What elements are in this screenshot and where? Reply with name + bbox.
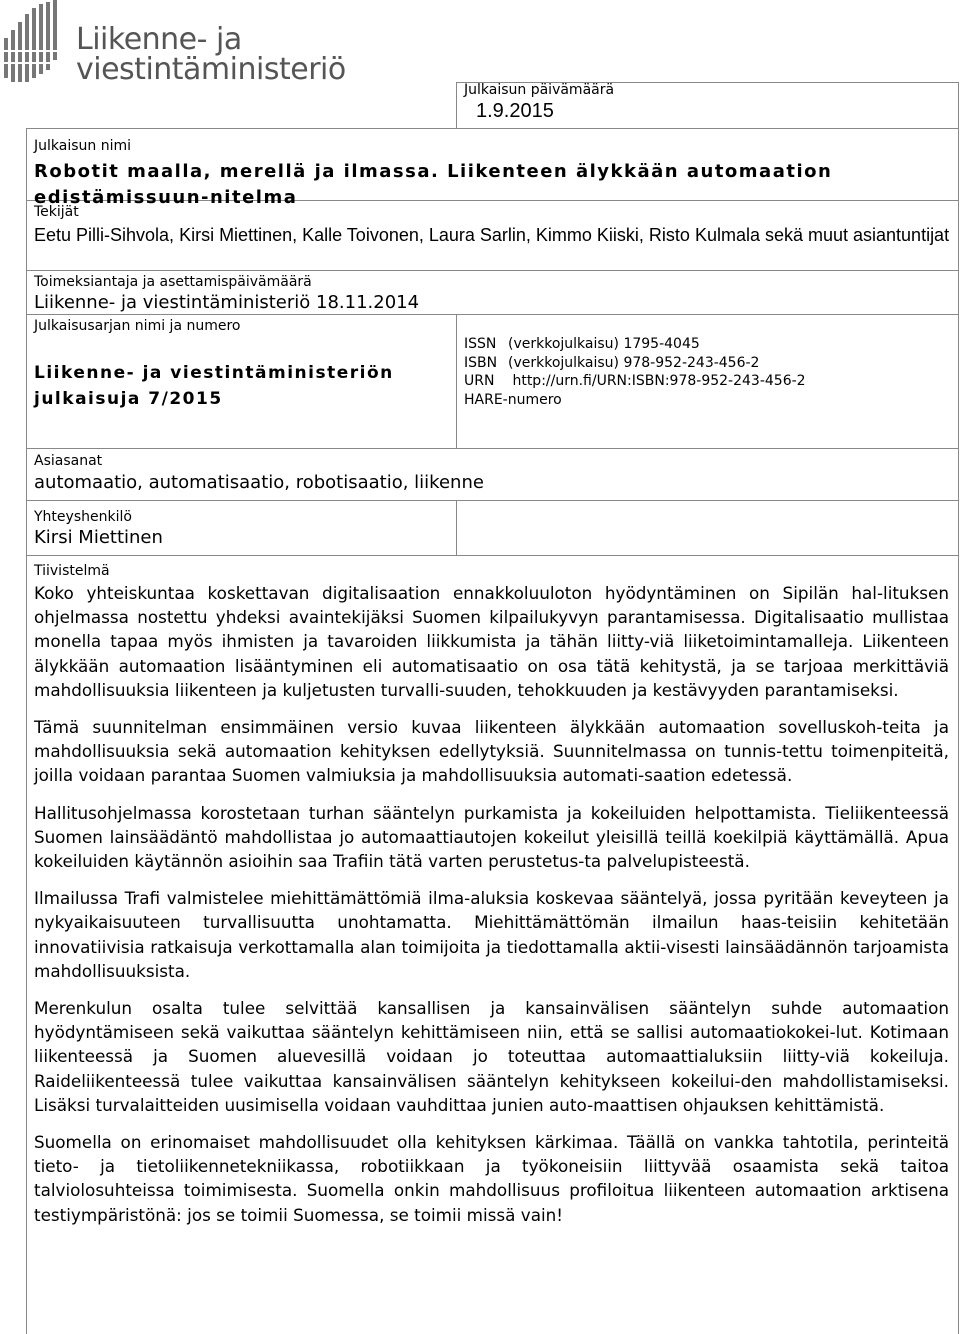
logo-text-line1: Liikenne- ja	[76, 22, 242, 57]
identifier-row-issn	[464, 336, 700, 352]
publication-date-value: 1.9.2015	[476, 100, 554, 122]
logo-text-line2: viestintäministeriö	[76, 52, 346, 87]
summary-label: Tiivistelmä	[34, 563, 110, 579]
summary-paragraph: Merenkulun osalta tulee selvittää kansallisen ja kansainvälisen sääntelyn suhde automaation hyödyntämiseen sekä vaikuttaa sääntelyn kehittämiseen niin, että se sallisi automaatiokokei-lut. Kotimaan liikenteessä ja Suomen aluevesillä voidaan jo toteuttaa automaattialuksiin liitty-viä kokeiluja. Raideliikenteessä tulee vaikuttaa kansainvälisen sääntelyn kehitykseen kokeilui-den mahdollistamiseksi. Lisäksi turvalaitteiden uusimisella voidaan vauhdittaa junien auto-maattisen ohjauksen kehittämistä.	[34, 998, 949, 1115]
divider-after-authors	[26, 270, 959, 271]
identifier-key: HARE-numero	[464, 392, 562, 408]
commissioner-value: Liikenne- ja viestintäministeriö 18.11.2014	[34, 292, 420, 313]
summary-text	[34, 581, 949, 1240]
series-label: Julkaisusarjan nimi ja numero	[34, 318, 241, 334]
logo-bars-icon	[2, 0, 64, 92]
series-value-line1: Liikenne- ja viestintäministeriön	[34, 363, 394, 383]
divider-after-keywords	[26, 500, 959, 501]
identifier-row-isbn	[464, 355, 759, 371]
keywords-value: automaatio, automatisaatio, robotisaatio, liikenne	[34, 472, 484, 493]
authors-label: Tekijät	[34, 204, 79, 220]
authors-value: Eetu Pilli-Sihvola, Kirsi Miettinen, Kalle Toivonen, Laura Sarlin, Kimmo Kiiski, Risto Kulmala sekä muut asiantuntijat	[34, 225, 950, 245]
divider-after-series	[26, 448, 959, 449]
identifier-row-hare	[464, 392, 562, 408]
summary-paragraph: Suomella on erinomaiset mahdollisuudet olla kehityksen kärkimaa. Täällä on vankka tahtotila, perinteitä tieto- ja tietoliikennetekniikassa, robotiikkaan ja työkoneisiin liittyvää osaamista sekä taitoa talviolosuhteissa toimimisesta. Suomella onkin mahdollisuus profiloitua liikenteen automaation arktisena testiympäristönä: jos se toimii Suomessa, se toimii missä vain!	[34, 1132, 949, 1225]
contact-value: Kirsi Miettinen	[34, 527, 163, 548]
table-left-border	[26, 128, 27, 1334]
identifier-value: http://urn.fi/URN:ISBN:978-952-243-456-2	[508, 373, 806, 389]
publication-date-label: Julkaisun päivämäärä	[464, 82, 615, 98]
identifier-value: (verkkojulkaisu) 1795-4045	[508, 336, 700, 352]
series-identifiers-divider	[456, 314, 457, 448]
summary-paragraph: Hallitusohjelmassa korostetaan turhan sääntelyn purkamista ja kokeiluiden helpottamista. Tieliikenteessä Suomen lainsäädäntö mahdollistaa jo automaattiautojen kokeilut yleisillä teillä koekilpiä käyttämällä. Apua kokeiluiden käytännön asioihin saa Trafiin tätä varten perustetus-ta palvelupisteestä.	[34, 802, 949, 872]
table-top-border	[26, 128, 959, 129]
summary-paragraph: Koko yhteiskuntaa koskettavan digitalisaation ennakkoluuloton hyödyntäminen on Sipilän hal-lituksen ohjelmassa nostettu yhdeksi avaintekijäksi Suomen kilpailukyvyn parantamisessa. Digitalisaatio mullistaa monella tapaa myös ihmisten ja tavaroiden liikkumista ja tähän liitty-viä liiketoimintamalleja. Liikenteen älykkään automaation lisääntyminen eli automatisaatio on osa tätä kehitystä, ja se tarjoaa merkittäviä mahdollisuuksia liikenteen ja kuljetusten turvalli-suuden, tehokkuuden ja kestävyyden parantamiseksi.	[34, 583, 949, 700]
commissioner-label: Toimeksiantaja ja asettamispäivämäärä	[34, 274, 312, 290]
summary-paragraph: Ilmailussa Trafi valmistelee miehittämättömiä ilma-aluksia koskevaa sääntelyä, jossa pyritään keveyteen ja nykyaikaisuuteen turvallisuutta unohtamatta. Miehittämättömän ilmailun haas-teisiin kehitetään innovatiivisia ratkaisuja verkottamalla alan toimijoita ja tiedottamalla aktii-visesti lainsäädännön tarjoamista mahdollisuuksista.	[34, 888, 949, 981]
divider-after-commissioner	[26, 314, 959, 315]
identifier-key: ISSN	[464, 336, 497, 352]
summary-paragraph: Tämä suunnitelman ensimmäinen versio kuvaa liikenteen älykkään automaation sovelluskoh-teita ja mahdollisuuksia sekä automaation kehityksen edellytyksiä. Suunnitelmassa on tunnis-tettu toimenpiteitä, joilla voidaan parantaa Suomen valmiuksia ja mahdollisuuksia automati-saation edetessä.	[34, 717, 949, 786]
series-value	[34, 360, 394, 412]
identifier-value: (verkkojulkaisu) 978-952-243-456-2	[508, 355, 760, 371]
divider-after-contact	[26, 555, 959, 556]
publication-name-label: Julkaisun nimi	[34, 138, 132, 154]
contact-divider	[456, 500, 457, 555]
identifier-key: URN	[464, 373, 495, 389]
publication-name-value: Robotit maalla, merellä ja ilmassa. Liikenteen älykkään automaation edistämissuun-nitelma	[34, 161, 833, 208]
series-value-line2: julkaisuja 7/2015	[34, 389, 223, 409]
keywords-label: Asiasanat	[34, 453, 103, 469]
contact-label: Yhteyshenkilö	[34, 509, 132, 525]
identifier-key: ISBN	[464, 355, 498, 371]
ministry-logo	[2, 0, 346, 92]
identifier-row-urn	[464, 373, 806, 389]
